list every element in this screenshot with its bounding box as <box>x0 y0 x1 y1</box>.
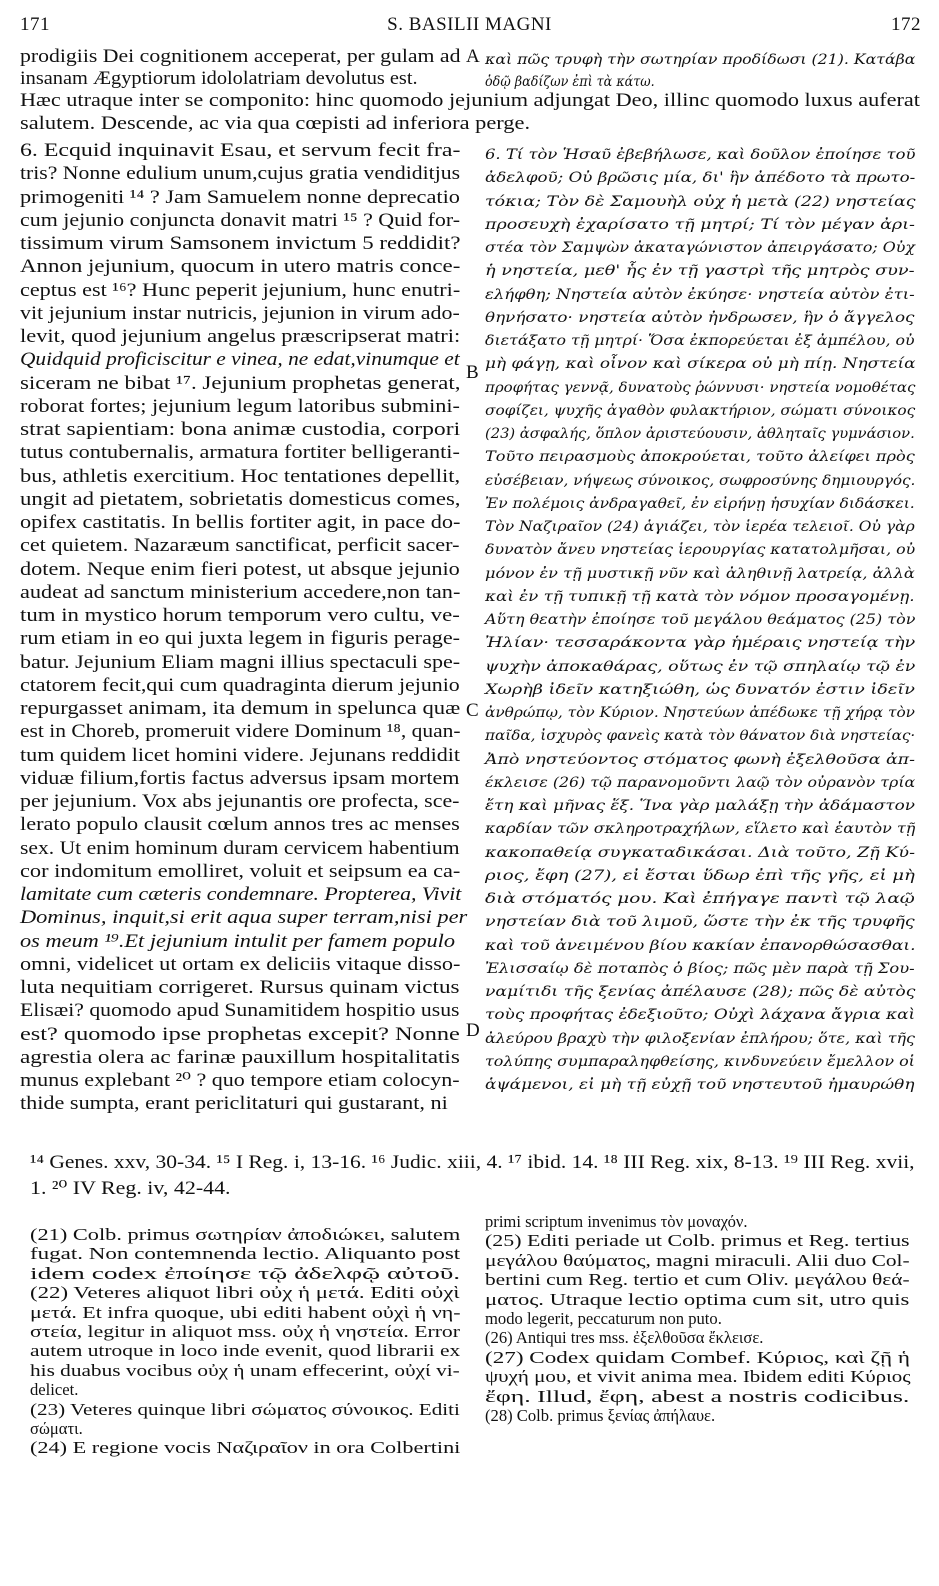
note-line: ματος. Utraque lectio optima cum sit, utro quis <box>485 1289 910 1309</box>
latin-line: opifex castitatis. In bellis fortiter agit, in pace do- <box>20 512 461 533</box>
note-line: (24) E regione vocis Ναζιραῖον in ora Colbertini <box>30 1438 461 1458</box>
greek-line: έκλεισε (26) τῷ παρανομοῦντι λαῷ τὸν οὐρανὸν τρία <box>485 774 916 791</box>
greek-line: στέα τὸν Σαμψὼν ἀκαταγώνιστον ἀπειργάσατο; Οὐχ <box>485 240 915 256</box>
note-line: μετά. Et infra quoque, ubi editi habent οὐχὶ ἡ νη- <box>30 1302 461 1322</box>
latin-line: os meum ¹⁹.Et jejunium intulit per famem populo <box>20 930 456 952</box>
greek-line: ἀδελφοῦ; Οὐ βρῶσις μία, δι' ἣν ἀπέδοτο τὰ πρωτο- <box>485 170 916 187</box>
note-line: bertini cum Reg. tertio et cum Oliv. μεγάλου θεά- <box>485 1270 910 1290</box>
greek-line: εὐσέβειαν, νήψεως σύνοικος, σωφροσύνης δημιουργός. <box>485 472 916 489</box>
note-line: delicet. <box>30 1380 79 1400</box>
greek-line: Αὕτη θεατὴν ἐποίησε τοῦ μεγάλου θεάματος (25) τὸν <box>485 612 916 628</box>
greek-line: διὰ στόματός μου. Καὶ ἐπήγαγε παντὶ τῷ λαῷ <box>485 891 915 907</box>
latin-line: Annon jejunium, quocum in utero matris conce- <box>20 256 461 278</box>
latin-line: tum quidem licet homini videre. Jejunans reddidit <box>20 744 461 766</box>
latin-line: per jejunium. Vox abs jejunantis ore profecta, sce- <box>20 791 460 812</box>
latin-line: tum in mystico horum temporum vero cultu, ve- <box>20 605 460 626</box>
running-title: S. BASILII MAGNI <box>387 14 552 35</box>
greek-line: ψυχὴν ἀποκαθάρας, οὕτως ἐν τῷ σπηλαίῳ τῷ ἐν <box>485 658 916 675</box>
note-line: (27) Codex quidam Combef. Κύριος, καὶ ζῇ ἡ <box>485 1347 910 1367</box>
note-line: (23) Veteres quinque libri σώματος σύνοικος. Editi <box>30 1399 460 1419</box>
latin-line: dotem. Neque enim fieri potest, ut absque jejunio <box>20 558 460 580</box>
latin-line: repurgasset animam, ita demum in spelunca quæ <box>20 698 461 719</box>
latin-line: primogeniti ¹⁴ ? Jam Samuelem nonne deprecatio <box>20 186 460 208</box>
latin-line: sex. Ut enim hominum duram cervicem habentium <box>20 837 460 859</box>
latin-line: prodigiis Dei cognitionem acceperat, per gulam ad <box>20 46 461 67</box>
greek-line: ἔτη καὶ μῆνας ἕξ. Ἵνα γὰρ μαλάξῃ τὴν ἀδάμαστον <box>485 798 915 814</box>
scripture-reference: 1. ²⁰ IV Reg. iv, 42-44. <box>30 1178 231 1199</box>
latin-line: bus, athletis exercitium. Hoc tentationes depellit, <box>20 465 461 487</box>
latin-line: Quidquid proficiscitur e vinea, ne edat,vinumque et <box>20 349 460 371</box>
note-line: primi scriptum invenimus τὸν μοναχόν. <box>485 1212 748 1231</box>
note-line: σώματι. <box>30 1419 83 1438</box>
greek-line: (23) ἀσφαλής, ὅπλον ἀριστεύουσιν, ἀθληταῖς γυμνάσιον. <box>485 426 915 442</box>
greek-line: Ἀπὸ νηστεύοντος στόματος φωνὴ ἐξελθοῦσα ἀπ- <box>485 751 915 768</box>
greek-line: Τοῦτο πειρασμοὺς ἀποκρούεται, τοῦτο ἀλείφει πρὸς <box>485 449 915 466</box>
greek-line: τόκια; Τὸν δὲ Σαμουὴλ οὐχ ἡ μετὰ (22) νηστείας <box>485 193 916 210</box>
greek-line: ελήφθη; Νηστεία αὐτὸν ἐκύησε· νηστεία αὐτὸν ἐτι- <box>485 286 915 303</box>
note-line: (26) Antiqui tres mss. ἐξελθοῦσα ἔκλεισε. <box>485 1328 764 1348</box>
latin-line: est in Choreb, promeruit videre Dominum ¹⁸, quan- <box>20 721 461 743</box>
latin-line: omni, videlicet ut ortam ex deliciis vitaque disso- <box>20 953 461 975</box>
latin-line: tris? Nonne edulium unum,cujus gratia vendiditjus <box>20 163 461 185</box>
greek-line: καρδίαν τῶν σκληροτραχήλων, εἵλετο καὶ ἑαυτὸν τῇ <box>485 821 916 838</box>
greek-line: παῖδα, ἰσχυρὸς φανεὶς κατὰ τὸν θάνατον διὰ νηστείας· <box>485 728 916 745</box>
greek-line: μόνον ἐν τῇ μυστικῇ νῦν καὶ ἀληθινῇ λατρείᾳ, ἀλλὰ <box>485 565 915 582</box>
note-line: autem utroque in loco inde evenit, quod librarii ex <box>30 1341 461 1361</box>
greek-line: Ἠλίαν· τεσσαράκοντα γὰρ ἡμέραις νηστείᾳ τὴν <box>485 635 916 652</box>
note-line: ἔφη. Illud, ἔφη, abest a nostris codicibus. <box>485 1386 910 1406</box>
greek-line: 6. Τί τὸν Ἡσαῦ ἐβεβήλωσε, καὶ δοῦλον ἐποίησε τοῦ <box>485 147 916 163</box>
greek-line: καὶ τοῦ ἀνειμένου βίου κακίαν ἐπανορθώσασθαι. <box>485 937 916 954</box>
latin-line: audeat ad sanctum ministerium accedere,non tan- <box>20 581 461 603</box>
latin-line: vit jejunium instar nutricis, jejunion in virum ado- <box>20 302 460 324</box>
greek-line: Ἐλισσαίῳ δὲ ποταπὸς ὁ βίος; πῶς μὲν παρὰ τῇ Σου- <box>485 960 915 977</box>
page-number-right: 172 <box>891 14 921 35</box>
latin-line: Dominus, inquit,si erit aqua super terram,nisi per <box>20 907 468 929</box>
note-line: idem codex ἐποίησε τῷ ἀδελφῷ αὐτοῦ. <box>30 1263 461 1283</box>
latin-line: siceram ne bibat ¹⁷. Jejunium prophetas generat, <box>20 372 461 394</box>
latin-line: lamitate cum cæteris condemnare. Propterea, Vivit <box>20 884 462 905</box>
note-line: modo legerit, peccaturum non puto. <box>485 1309 722 1328</box>
greek-line: νηστείαν διὰ τοῦ λιμοῦ, ὥστε τὴν ἐκ τῆς τρυφῆς <box>485 914 915 931</box>
note-line: (21) Colb. primus σωτηρίαν ἀποδιώκει, salutem <box>30 1225 461 1244</box>
greek-line: κακοπαθείᾳ συγκαταδικάσαι. Διὰ τοῦτο, Ζῇ Κύ- <box>485 844 915 861</box>
latin-line: lerato populo clausit cœlum annos tres ac menses <box>20 814 460 836</box>
greek-line: διετάξατο τῇ μητρί· Ὅσα ἐκπορεύεται ἐξ ἀμπέλου, οὐ <box>485 333 915 349</box>
scripture-reference: ¹⁴ Genes. xxv, 30-34. ¹⁵ I Reg. i, 13-16. ¹⁶ Judic. xiii, 4. ¹⁷ ibid. 14. ¹⁸ III Reg. xix, 8-13. ¹⁹ III Reg. xvii, <box>30 1152 915 1173</box>
latin-line: 6. Ecquid inquinavit Esau, et servum fecit fra- <box>20 140 461 161</box>
latin-line: tutus contubernalis, armatura fortiter belligeranti- <box>20 442 460 464</box>
greek-line: Ἐν πολέμοις ἀνδραγαθεῖ, ἐν εἰρήνῃ ἡσυχίαν διδάσκει. <box>485 495 915 512</box>
latin-line: ungit ad pietatem, sobrietatis domesticus comes, <box>20 488 461 510</box>
latin-line: cor indomitum emolliret, voluit et seipsum ea ca- <box>20 860 461 882</box>
latin-line: viduæ filium,fortis factus adversus ipsam mortem <box>20 767 460 789</box>
margin-letter: B <box>466 362 479 383</box>
latin-line: Elisæi? quomodo apud Sunamitidem hospitio usus <box>20 1000 460 1022</box>
greek-line: Τὸν Ναζιραῖον (24) ἁγιάζει, τὸν ἱερέα τελειοῖ. Οὐ γὰρ <box>485 519 915 535</box>
greek-line: ἡ νηστεία, μεθ' ἧς ἐν τῇ γαστρὶ τῆς μητρὸς συν- <box>485 263 915 280</box>
latin-line: munus explebant ²⁰ ? quo tempore etiam colocyn- <box>20 1070 460 1091</box>
latin-line: rum etiam in eo qui juxta legem in figuris perage- <box>20 628 461 650</box>
page-number-left: 171 <box>20 14 50 35</box>
greek-line: ναμίτιδι τῆς ξενίας ἀπέλαυσε (28); πῶς δὲ αὐτὸς <box>485 984 916 1000</box>
latin-line: ceptus est ¹⁶? Hunc peperit jejunium, hunc enutri- <box>20 279 461 301</box>
latin-line: strat sapientiam: bona animæ custodia, corpori <box>20 419 461 440</box>
page-header <box>0 14 939 40</box>
latin-line: luta nequitiam corrigeret. Rursus quinam victus <box>20 977 460 998</box>
greek-line: προφήτας γεννᾷ, δυνατοὺς ῥώννυσι· νηστεία νομοθέτας <box>485 379 916 396</box>
note-line: στεία, legitur in aliquot mss. οὐχ ἡ νηστεία. Error <box>30 1322 461 1341</box>
greek-line: ριος, ἔφη (27), εἰ ἔσται ὕδωρ ἐπὶ τῆς γῆς, εἰ μὴ <box>485 867 915 884</box>
greek-line: ἁψάμενοι, εἰ μὴ τῇ εὐχῇ τοῦ νηστευτοῦ ἠμαυρώθη <box>485 1077 915 1093</box>
note-line: (25) Editi periade ut Colb. primus et Reg. tertius <box>485 1231 910 1251</box>
greek-line: δυνατὸν ἄνευ νηστείας ἱερουργίας κατατολμῆσαι, οὐ <box>485 542 916 559</box>
note-line: (22) Veteres aliquot libri οὐχ ἡ μετά. Editi οὐχὶ <box>30 1283 460 1303</box>
full-width-line: Hæc utraque inter se componito: hinc quomodo jejunium adjungat Deo, illinc quomodo luxus auferat <box>20 90 920 111</box>
note-line: (28) Colb. primus ξενίας ἀπήλαυε. <box>485 1406 716 1425</box>
latin-line: cum jejunio conjuncta donavit matri ¹⁵ ? Quid for- <box>20 209 461 231</box>
note-line: ψυχή μου, et vivit anima mea. Ibidem editi Κύριος <box>485 1367 911 1387</box>
latin-line: thide sumpta, erant periclitaturi qui gustarant, ni <box>20 1093 448 1115</box>
latin-line: agrestia olera ac farinæ pauxillum hospitalitatis <box>20 1046 460 1068</box>
margin-letter: C <box>466 700 479 721</box>
latin-line: roborat fortes; jejunium legum latoribus submini- <box>20 395 460 417</box>
latin-line: tissimum virum Samsonem invictum 5 reddidit? <box>20 233 461 254</box>
greek-line: ὁδῷ βαδίζων ἐπὶ τὰ κάτω. <box>485 74 655 90</box>
greek-line: ἀλεύρου βραχὺ τὴν φιλοξενίαν ἐπλήρου; ὅτε, καὶ τῆς <box>485 1030 915 1047</box>
note-line: his duabus vocibus οὐχ ἡ unam effecerint, οὐχί vi- <box>30 1360 460 1380</box>
greek-line: τοὺς προφήτας ἐδεξιοῦτο; Οὐχὶ λάχανα ἄγρια καὶ <box>485 1007 916 1024</box>
note-line: fugat. Non contemnenda lectio. Aliquanto post <box>30 1244 461 1264</box>
greek-line: καὶ ἐν τῇ τυπικῇ τῇ κατὰ τὸν νόμον προσαγομένῃ. <box>485 588 915 605</box>
greek-line: τολύπης συμπαραληφθείσης, κινδυνεύειν ἔμελλον οἱ <box>485 1053 915 1070</box>
greek-line: θηνήσατο· νηστεία αὐτὸν ἠνδρωσεν, ἣν ὁ ἄγγελος <box>485 309 915 326</box>
latin-line: est? quomodo ipse prophetas excepit? Nonne <box>20 1023 460 1045</box>
note-line: μεγάλου θαύματος, magni miraculi. Alii duo Col- <box>485 1250 910 1270</box>
greek-line: σοφίζει, ψυχῆς ἀγαθὸν φυλακτήριον, σώματι σύνοικος <box>485 402 916 419</box>
latin-line: cet quietem. Nazaræum sanctificat, perficit sacer- <box>20 535 460 557</box>
latin-line: levit, quod jejunium angelus præscripserat matri: <box>20 326 461 347</box>
latin-line: insanam Ægyptiorum idololatriam devolutus est. <box>20 68 418 89</box>
greek-line: καὶ πῶς τρυφὴ τὴν σωτηρίαν προδίδωσι (21). Κατάβα <box>485 52 916 68</box>
full-width-line: salutem. Descende, ac via qua cœpisti ad inferiora perge. <box>20 113 531 134</box>
latin-line: ctatorem fecit,qui cum quadraginta dierum jejunio <box>20 674 460 696</box>
greek-line: Χωρὴβ ἰδεῖν κατηξιώθη, ὡς δυνατόν ἐστιν ἰδεῖν <box>485 681 915 698</box>
greek-line: μὴ φάγῃ, καὶ οἶνον καὶ σίκερα οὐ μὴ πίῃ. Νηστεία <box>485 356 916 373</box>
greek-line: προσευχὴ ἐχαρίσατο τῇ μητρί; Τί τὸν μέγαν ἀρι- <box>485 216 915 233</box>
margin-letter: D <box>466 1020 480 1041</box>
latin-line: batur. Jejunium Eliam magni illius spectaculi spe- <box>20 651 461 673</box>
margin-letter: A <box>466 46 480 67</box>
greek-line: ἀνθρώπῳ, τὸν Κύριον. Νηστεύων ἀπέδωκε τῇ χήρᾳ τὸν <box>485 705 915 721</box>
